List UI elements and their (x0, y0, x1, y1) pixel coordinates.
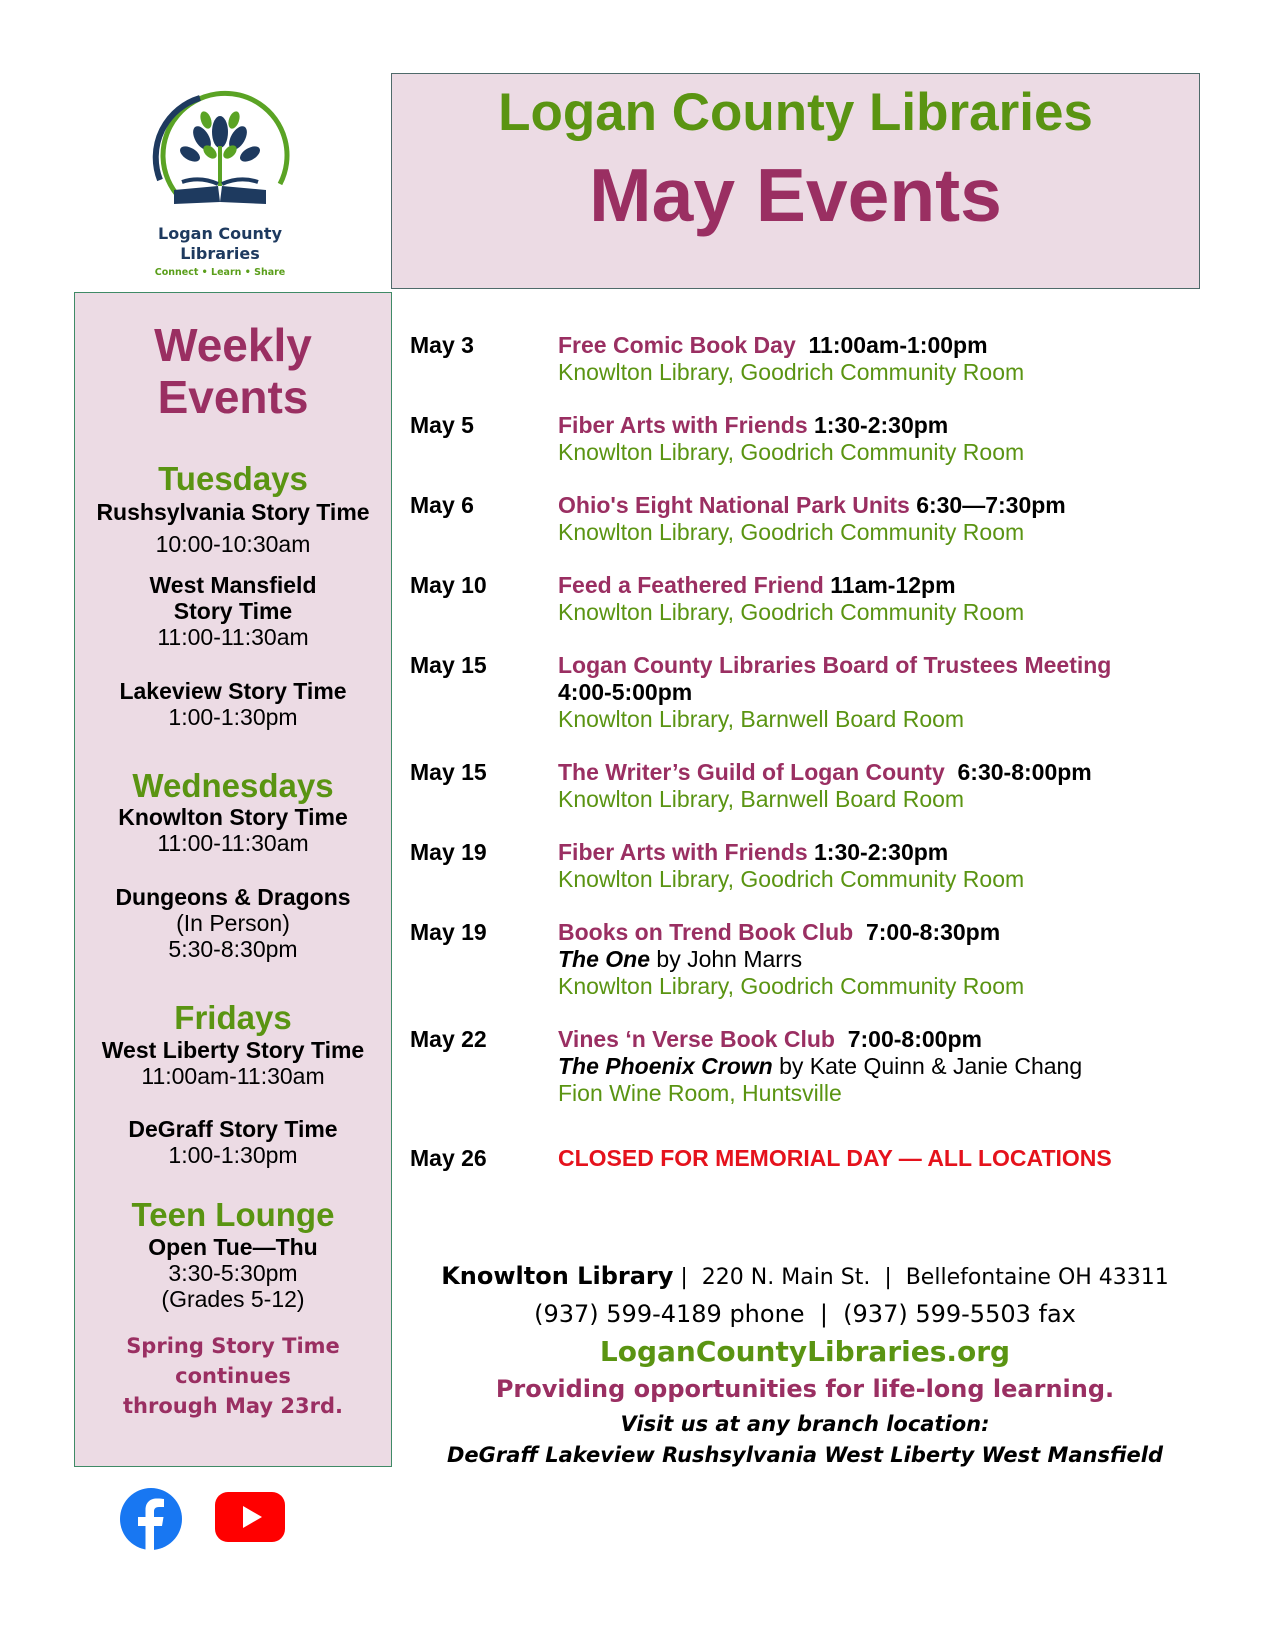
event-location: Knowlton Library, Goodrich Community Room (558, 866, 1025, 892)
day-wednesdays: Wednesdays (132, 767, 334, 804)
event-name: Books on Trend Book Club (558, 919, 854, 945)
wm-story-name2: Story Time (173, 598, 293, 624)
weekly-events-box (74, 292, 392, 1467)
day-tuesdays: Tuesdays (158, 460, 308, 497)
event-time: 4:00-5:00pm (558, 679, 693, 705)
teen-lounge-title: Teen Lounge (131, 1196, 335, 1233)
event-location: Knowlton Library, Barnwell Board Room (558, 706, 965, 732)
event-name: Free Comic Book Day (558, 332, 796, 358)
event-time: 6:30—7:30pm (916, 492, 1066, 518)
book-author: by Kate Quinn & Janie Chang (779, 1053, 1083, 1079)
wl-story-name: West Liberty Story Time (101, 1037, 365, 1063)
lake-story-name: Lakeview Story Time (119, 678, 347, 704)
logo-text-line1: Logan County (158, 224, 282, 243)
logo-tagline: Connect • Learn • Share (154, 267, 286, 278)
event-date: May 5 (410, 412, 474, 438)
knowlton-story-name: Knowlton Story Time (118, 804, 348, 830)
event-location: Knowlton Library, Goodrich Community Room (558, 599, 1025, 625)
event-date: May 19 (410, 919, 487, 945)
teen-grades: (Grades 5-12) (161, 1286, 305, 1312)
event-name: Feed a Feathered Friend (558, 572, 824, 598)
page-title: Logan County Libraries (498, 83, 1093, 142)
event-date: May 6 (410, 492, 474, 518)
wm-story-time: 11:00-11:30am (157, 624, 309, 650)
event-time: 1:30-2:30pm (814, 412, 949, 438)
spring-note-line1: Spring Story Time (126, 1334, 340, 1358)
degraff-story-time: 1:00-1:30pm (168, 1142, 298, 1168)
teen-time: 3:30-5:30pm (168, 1260, 298, 1286)
event-name: Fiber Arts with Friends (558, 412, 808, 438)
footer-phone-line: (937) 599-4189 phone | (937) 599-5503 fax (534, 1300, 1076, 1328)
rush-story-time: 10:00-10:30am (155, 531, 311, 557)
dnd-time: 5:30-8:30pm (168, 936, 298, 962)
spring-note-line2: continues (175, 1364, 291, 1388)
book-title: The Phoenix Crown (558, 1053, 773, 1079)
book-author: by John Marrs (656, 946, 803, 972)
footer-phone: (937) 599-4189 phone (534, 1300, 805, 1328)
event-time: 1:30-2:30pm (814, 839, 949, 865)
footer-visit: Visit us at any branch location: (620, 1412, 990, 1436)
youtube-icon[interactable] (215, 1492, 285, 1547)
logo-text-line2: Libraries (180, 244, 260, 263)
event-location: Knowlton Library, Goodrich Community Room (558, 359, 1025, 385)
day-fridays: Fridays (174, 999, 292, 1036)
dnd-note: (In Person) (176, 910, 290, 936)
event-date: May 26 (410, 1145, 487, 1171)
header-box (391, 73, 1200, 289)
wm-story-name1: West Mansfield (149, 572, 317, 598)
rush-story-name: Rushsylvania Story Time (96, 499, 370, 525)
event-name: Ohio's Eight National Park Units (558, 492, 910, 518)
event-date: May 22 (410, 1026, 487, 1052)
event-date: May 15 (410, 652, 487, 678)
footer-address-line: Knowlton Library | 220 N. Main St. | Bellefontaine OH 43311 (441, 1262, 1169, 1290)
weekly-title-line2: Events (157, 371, 309, 423)
facebook-icon[interactable] (120, 1488, 182, 1555)
weekly-title-line1: Weekly (154, 319, 312, 371)
event-location: Knowlton Library, Goodrich Community Room (558, 519, 1025, 545)
event-date: May 19 (410, 839, 487, 865)
closed-notice: CLOSED FOR MEMORIAL DAY — ALL LOCATIONS (558, 1145, 1112, 1171)
event-location: Fion Wine Room, Huntsville (558, 1080, 842, 1106)
event-location: Knowlton Library, Goodrich Community Room (558, 439, 1025, 465)
event-time: 11:00am-1:00pm (808, 332, 988, 358)
lake-story-time: 1:00-1:30pm (168, 704, 298, 730)
page-subtitle: May Events (589, 153, 1002, 237)
spring-note-line3: through May 23rd. (122, 1394, 344, 1418)
footer-motto: Providing opportunities for life-long learning. (495, 1375, 1115, 1403)
tree-book-icon (140, 80, 300, 220)
teen-open: Open Tue—Thu (148, 1234, 318, 1260)
footer-library-name: Knowlton Library (441, 1262, 674, 1290)
event-location: Knowlton Library, Goodrich Community Room (558, 973, 1025, 999)
event-time: 7:00-8:00pm (847, 1026, 982, 1052)
event-name: Fiber Arts with Friends (558, 839, 808, 865)
knowlton-story-time: 11:00-11:30am (157, 830, 309, 856)
footer-branches: DeGraff Lakeview Rushsylvania West Liberty West Mansfield (447, 1443, 1163, 1467)
event-name: Logan County Libraries Board of Trustees Meeting (558, 652, 1112, 678)
dnd-name: Dungeons & Dragons (115, 884, 351, 910)
wl-story-time: 11:00am-11:30am (141, 1063, 325, 1089)
footer-website[interactable]: LoganCountyLibraries.org (599, 1335, 1011, 1368)
footer-fax: (937) 599-5503 fax (843, 1300, 1076, 1328)
footer-address: 220 N. Main St. (701, 1265, 871, 1290)
degraff-story-name: DeGraff Story Time (128, 1116, 338, 1142)
event-name: The Writer’s Guild of Logan County (558, 759, 945, 785)
event-time: 7:00-8:30pm (865, 919, 1001, 945)
event-date: May 3 (410, 332, 474, 358)
book-title: The One (558, 946, 651, 972)
event-location: Knowlton Library, Barnwell Board Room (558, 786, 965, 812)
event-date: May 15 (410, 759, 487, 785)
event-time: 6:30-8:00pm (957, 759, 1092, 785)
library-logo (140, 80, 300, 280)
event-time: 11am-12pm (830, 572, 956, 598)
footer-city: Bellefontaine OH 43311 (905, 1265, 1169, 1290)
event-date: May 10 (410, 572, 487, 598)
event-name: Vines ‘n Verse Book Club (558, 1026, 835, 1052)
